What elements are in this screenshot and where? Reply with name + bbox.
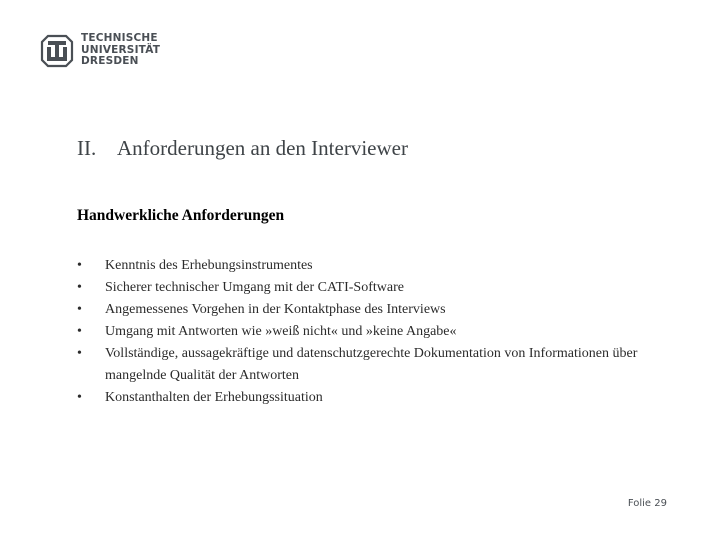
section-subheading: Handwerkliche Anforderungen (77, 207, 285, 224)
slide-title (77, 136, 408, 161)
list-item-text: Umgang mit Antworten wie »weiß nicht« und »keine Angabe« (105, 324, 457, 339)
list-item (77, 277, 645, 299)
slide-title-number: II. (77, 136, 97, 160)
bullet-marker: • (77, 390, 82, 405)
slide-title-text: Anforderungen an den Interviewer (117, 136, 408, 160)
logo-line-1: TECHNISCHE (81, 32, 158, 44)
slide-number: Folie 29 (627, 498, 667, 509)
list-item-text: Sicherer technischer Umgang mit der CATI-Software (105, 280, 404, 295)
tu-dresden-emblem-icon (39, 34, 75, 68)
list-item-text: Vollständige, aussagekräftige und datenschutzgerechte Dokumentation von Informationen über mangelnde Qualität der Antworten (105, 346, 638, 383)
logo-wordmark (81, 33, 160, 68)
requirements-list (77, 255, 645, 409)
bullet-marker: • (77, 324, 82, 339)
bullet-marker: • (77, 258, 82, 273)
list-item-text: Konstanthalten der Erhebungssituation (105, 390, 323, 405)
list-item (77, 299, 645, 321)
list-item (77, 255, 645, 277)
list-item (77, 343, 645, 387)
logo-line-2: UNIVERSITÄT (81, 43, 161, 56)
bullet-marker: • (77, 346, 82, 361)
tu-dresden-logo (39, 30, 179, 72)
list-item-text: Kenntnis des Erhebungsinstrumentes (105, 258, 313, 273)
list-item (77, 321, 645, 343)
bullet-marker: • (77, 302, 82, 317)
list-item-text: Angemessenes Vorgehen in der Kontaktphase des Interviews (105, 302, 446, 317)
logo-line-3: DRESDEN (81, 55, 139, 67)
bullet-marker: • (77, 280, 82, 295)
list-item (77, 387, 645, 409)
